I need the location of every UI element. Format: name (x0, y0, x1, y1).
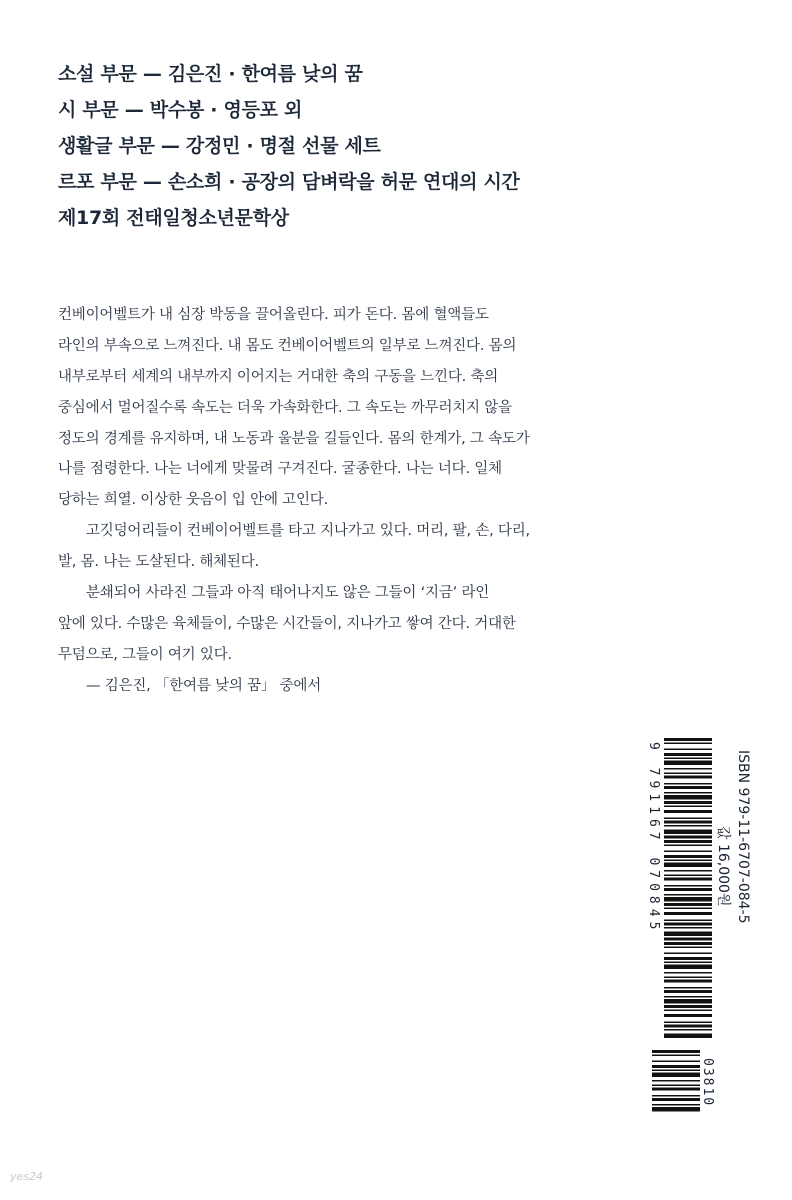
barcode-bar (664, 965, 712, 970)
barcode-bar (652, 1104, 700, 1106)
credit-essay: 생활글 부문 — 강정민 · 명절 선물 세트 (58, 135, 381, 157)
excerpt-line: 중심에서 멀어질수록 속도는 더욱 가속화한다. 그 속도는 까무러치지 않을 (58, 399, 512, 416)
barcode-bar (664, 932, 712, 937)
barcode-bar (664, 908, 712, 910)
barcode-bar (652, 1107, 700, 1112)
barcode-bar (664, 806, 712, 808)
barcode-bar (664, 836, 712, 839)
barcode-addon-bars (652, 1050, 700, 1112)
excerpt-line: 당하는 희열. 이상한 웃음이 입 안에 고인다. (58, 492, 328, 509)
barcode-bar (664, 878, 712, 881)
excerpt-line: 라인의 부속으로 느껴진다. 내 몸도 컨베이어벨트의 일부로 느껴진다. 몸의 (58, 337, 517, 354)
barcode-digits: 9 791167 070845 (646, 742, 661, 935)
barcode-bar (652, 1098, 700, 1101)
excerpt-source: — 김은진, 「한여름 낮의 꿈」 중에서 (86, 677, 322, 694)
barcode-bar (664, 977, 712, 979)
barcode-bar (652, 1050, 700, 1053)
barcode-bar (664, 957, 712, 960)
barcode-bar (664, 1014, 712, 1017)
credit-reportage: 르포 부문 — 손소희 · 공장의 담벼락을 허문 연대의 시간 (58, 171, 520, 193)
barcode-bar (664, 1022, 712, 1024)
barcode-bar (652, 1085, 700, 1087)
barcode-bar (664, 801, 712, 804)
barcode-bar (664, 795, 712, 800)
barcode-bar (664, 999, 712, 1004)
barcode-bar (664, 980, 712, 983)
barcode-bars (664, 738, 712, 1038)
barcode-bar (664, 996, 712, 998)
barcode-bar (652, 1095, 700, 1097)
barcode-addon-digits: 03810 (700, 1058, 715, 1108)
barcode-bar (664, 1010, 712, 1012)
barcode-bar (664, 897, 712, 902)
excerpt-line: 무덤으로, 그들이 여기 있다. (58, 646, 232, 663)
credit-poetry: 시 부문 — 박수봉 · 영등포 외 (58, 99, 303, 121)
credits-list (58, 56, 520, 236)
barcode-bar (652, 1061, 700, 1063)
barcode-bar (664, 810, 712, 813)
price: 값 16,000원 (715, 826, 731, 907)
barcode-bar (664, 1005, 712, 1008)
barcode-bar (664, 920, 712, 922)
barcode-bar (664, 761, 712, 766)
barcode-bar (664, 903, 712, 906)
barcode-bar (664, 749, 712, 751)
barcode-bar (664, 962, 712, 964)
barcode-bar (664, 840, 712, 843)
barcode-bar (664, 875, 712, 877)
barcode-bar (652, 1088, 700, 1091)
barcode-bar (664, 1034, 712, 1039)
barcode-bar (664, 953, 712, 955)
barcode-bar (652, 1080, 700, 1082)
excerpt-line: 나를 점령한다. 나는 너에게 맞물려 구겨진다. 굴종한다. 나는 너다. 일체 (58, 461, 502, 478)
award-title: 제17회 전태일청소년문학상 (58, 207, 289, 229)
barcode-bar (664, 987, 712, 989)
barcode-bar (664, 972, 712, 974)
barcode-bar (664, 753, 712, 756)
barcode-bar (664, 773, 712, 775)
barcode-bar (652, 1073, 700, 1078)
barcode-bar (664, 923, 712, 926)
barcode-bar (664, 1029, 712, 1031)
barcode-bar (664, 863, 712, 868)
barcode-bar (664, 738, 712, 741)
barcode-bar (664, 758, 712, 760)
excerpt-line: 정도의 경계를 유지하며, 내 노동과 울분을 길들인다. 몸의 한계가, 그 속도가 (58, 430, 530, 447)
barcode-bar (664, 1025, 712, 1028)
excerpt-text (58, 300, 658, 702)
excerpt-line: 앞에 있다. 수많은 육체들이, 수많은 시간들이, 지나가고 쌓여 간다. 거대한 (58, 615, 516, 632)
barcode-bar (664, 776, 712, 779)
barcode-icon (646, 738, 715, 1138)
barcode-bar (664, 786, 712, 789)
barcode-bar (664, 912, 712, 915)
barcode-bar (664, 870, 712, 872)
barcode-bar (664, 885, 712, 887)
barcode-bar (664, 860, 712, 862)
barcode-bar (664, 830, 712, 835)
barcode-bar (664, 818, 712, 820)
barcode-bar (664, 845, 712, 847)
barcode-bar (652, 1070, 700, 1072)
isbn-number: ISBN 979-11-6707-084-5 (735, 750, 751, 924)
barcode-bar (664, 783, 712, 785)
isbn-block (648, 738, 756, 1138)
credit-novel: 소설 부문 — 김은진 · 한여름 낮의 꿈 (58, 63, 363, 85)
excerpt-line: 컨베이어벨트가 내 심장 박동을 끌어올린다. 피가 돈다. 몸에 혈액들도 (58, 307, 489, 323)
barcode-bar (664, 947, 712, 949)
excerpt-line: 발, 몸. 나는 도살된다. 해체된다. (58, 554, 259, 571)
barcode-bar (664, 855, 712, 858)
barcode-bar (664, 768, 712, 770)
barcode-bar (664, 938, 712, 941)
barcode-bar (664, 990, 712, 993)
barcode-bar (664, 927, 712, 929)
barcode-bar (664, 821, 712, 824)
barcode-bar (664, 942, 712, 945)
excerpt-line: 고깃덩어리들이 컨베이어벨트를 타고 지나가고 있다. 머리, 팔, 손, 다리, (86, 523, 530, 540)
barcode-bar (664, 743, 712, 745)
barcode-bar (664, 792, 712, 794)
barcode-bar (652, 1065, 700, 1068)
barcode-bar (652, 1055, 700, 1057)
excerpt-line: 내부로부터 세계의 내부까지 이어지는 거대한 축의 구동을 느낀다. 축의 (58, 368, 499, 385)
barcode-bar (664, 851, 712, 853)
barcode-bar (664, 825, 712, 827)
barcode-bar (664, 888, 712, 891)
watermark-logo: yes24 (10, 1170, 44, 1183)
barcode-bar (664, 894, 712, 896)
excerpt-line: 분쇄되어 사라진 그들과 아직 태어나지도 않은 그들이 ‘지금’ 라인 (86, 585, 490, 602)
